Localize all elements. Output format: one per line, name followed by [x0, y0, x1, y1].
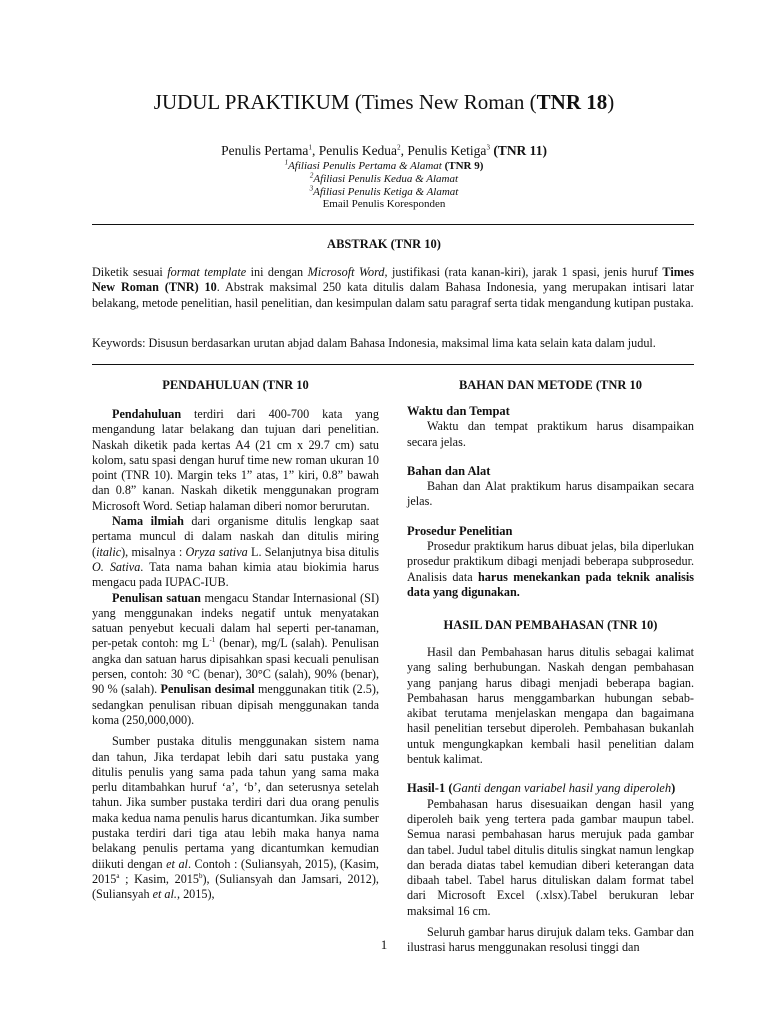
introduction-body	[92, 407, 379, 903]
intro-paragraph-2: Nama ilmiah dari organisme ditulis lengkap saat pertama muncul di dalam naskah dan ditulis miring (italic), misalnya : Oryza sativa L. Selanjutnya bisa ditulis O. Sativa. Tata nama bahan kimia atau biokimia harus mengacu pada IUPAC-IUB.	[92, 514, 380, 590]
affiliation-3: $^3$Afiliasi Penulis Ketiga & Alamat	[309, 184, 459, 198]
methods-body	[407, 404, 694, 600]
subheading-bahan-alat: Bahan dan Alat	[407, 463, 491, 478]
waktu-tempat-text: Waktu dan tempat praktikum harus disampaikan secara jelas.	[407, 419, 694, 449]
results-heading: HASIL DAN PEMBAHASAN (TNR 10)	[443, 618, 658, 632]
affiliation-1: $^1$Afiliasi Penulis Pertama & Alamat (TNR 9)	[284, 158, 484, 172]
subheading-prosedur: Prosedur Penelitian	[407, 523, 513, 538]
author-line: Penulis Pertama$^1$, Penulis Kedua$^2$, Penulis Ketiga$^3$ (TNR 11)	[221, 143, 547, 158]
affiliation-2: $^2$Afiliasi Penulis Kedua & Alamat	[309, 171, 459, 185]
methods-heading: BAHAN DAN METODE (TNR 10	[458, 378, 643, 392]
abstract-heading: ABSTRAK (TNR 10)	[327, 237, 441, 251]
introduction-heading: PENDAHULUAN (TNR 10	[162, 378, 309, 392]
abstract-divider	[92, 364, 694, 365]
top-divider	[92, 224, 694, 225]
intro-paragraph-3: Penulisan satuan mengacu Standar Internasional (SI) yang menggunakan indeks negatif untuk menyatakan satuan penyebut kecuali dalam hal seperti per-tanaman, per-petak contoh: mg $L^{-1}$ (benar), mg/L (salah). Penulisan angka dan satuan harus dipisahkan spasi kecuali penulisan persen, contoh: 30 °C (benar), 30°C (salah), 90% (benar), 90 % (salah). Penulisan desimal menggunakan titik (2.5), sedangkan penulisan ribuan dipisah menggunakan tanda koma (250,000,000).	[92, 590, 380, 727]
prosedur-text: Prosedur praktikum harus dibuat jelas, bila diperlukan prosedur praktikum dibagi menjadi beberapa subprosedur. Analisis data harus menekankan pada teknik analisis data yang digunakan.	[407, 539, 694, 599]
results-body	[407, 645, 694, 956]
subheading-hasil-1: Hasil-1 (Ganti dengan variabel hasil yang diperoleh)	[407, 781, 676, 796]
bahan-alat-text: Bahan dan Alat praktikum harus disampaikan secara jelas.	[407, 479, 694, 509]
results-paragraph-1: Hasil dan Pembahasan harus ditulis sebagai kalimat yang saling berhubungan. Naskah dengan pembahasan yang panjang harus dibagi menjadi beberapa bagian. Pembahasan harus menggambarkan hubungan sebab-akibat terutama menjelaskan mengapa dan bagaimana hasil penelitian tersebut diperoleh. Pembahasan bukanlah untuk mengungkapkan kembali hasil penelitian dalam bentuk kalimat.	[407, 645, 694, 767]
document-title: JUDUL PRAKTIKUM (Times New Roman (TNR 18)	[153, 90, 615, 114]
results-paragraph-figures: Seluruh gambar harus dirujuk dalam teks. Gambar dan ilustrasi harus menggunakan resolusi tinggi dan	[407, 925, 694, 955]
keywords: Keywords: Disusun berdasarkan urutan abjad dalam Bahasa Indonesia, maksimal lima kata selain kata dalam judul.	[92, 336, 656, 350]
subheading-waktu-tempat: Waktu dan Tempat	[407, 404, 510, 418]
hasil-1-text: Pembahasan harus disesuaikan dengan hasil yang diperoleh baik yeng tertera pada gambar maupun tabel. Semua narasi pembahasan harus merujuk pada gambar dan tabel. Judul tabel ditulis ditulis singkat namun lengkap dan berada diatas tabel kemudian diberi keterangan data dibaah tabel. Tabel harus dituliskan dalam format tabel dari Microsoft Excel (.xlsx).Tabel berukuran lebar maksimal 16 cm.	[407, 796, 694, 918]
abstract-text: Diketik sesuai format template ini dengan Microsoft Word, justifikasi (rata kanan-kiri), jarak 1 spasi, jenis huruf Times New Roman (TNR) 10. Abstrak maksimal 250 kata ditulis dalam Bahasa Indonesia, yang merupakan intisari latar belakang, metode penelitian, hasil penelitian, dan kesimpulan dalam satu paragraf serta tidak mengandung kutipan pustaka.	[92, 265, 695, 310]
corresponding-email: Email Penulis Koresponden	[322, 198, 446, 210]
intro-paragraph-4: Sumber pustaka ditulis menggunakan sistem nama dan tahun, Jika terdapat lebih dari satu pustaka yang ditulis penulis yang sama pada tahun yang sama maka perlu ditambahkan huruf ‘a’, ‘b’, dan seterusnya setelah tahun. Jika sumber pustaka terdiri dari dua orang penulis maka kedua nama penulis harus dicantumkan. Jika sumber pustaka terdiri dari tiga atau lebih maka hanya nama belakang penulis pertama yang dicantumkan kemudian diikuti dengan et al. Contoh : (Suliansyah, 2015), (Kasim, 2015$^a$ ; Kasim, 2015$^b$), (Suliansyah dan Jamsari, 2012), (Suliansyah et al., 2015),	[92, 734, 379, 902]
page-number: 1	[380, 937, 388, 952]
intro-paragraph-1: Pendahuluan terdiri dari 400-700 kata yang mengandung latar belakang dan tujuan dari penelitian. Naskah diketik pada kertas A4 (21 cm x 29.7 cm) satu kolom, satu spasi dengan huruf time new roman ukuran 10 point (TNR 10). Margin teks 1” atas, 1” kiri, 0.8” bawah dan 0.8” kanan. Naskah diketik menggunakan program Microsoft Word. Setiap halaman diberi nomor berurutan.	[92, 407, 379, 513]
